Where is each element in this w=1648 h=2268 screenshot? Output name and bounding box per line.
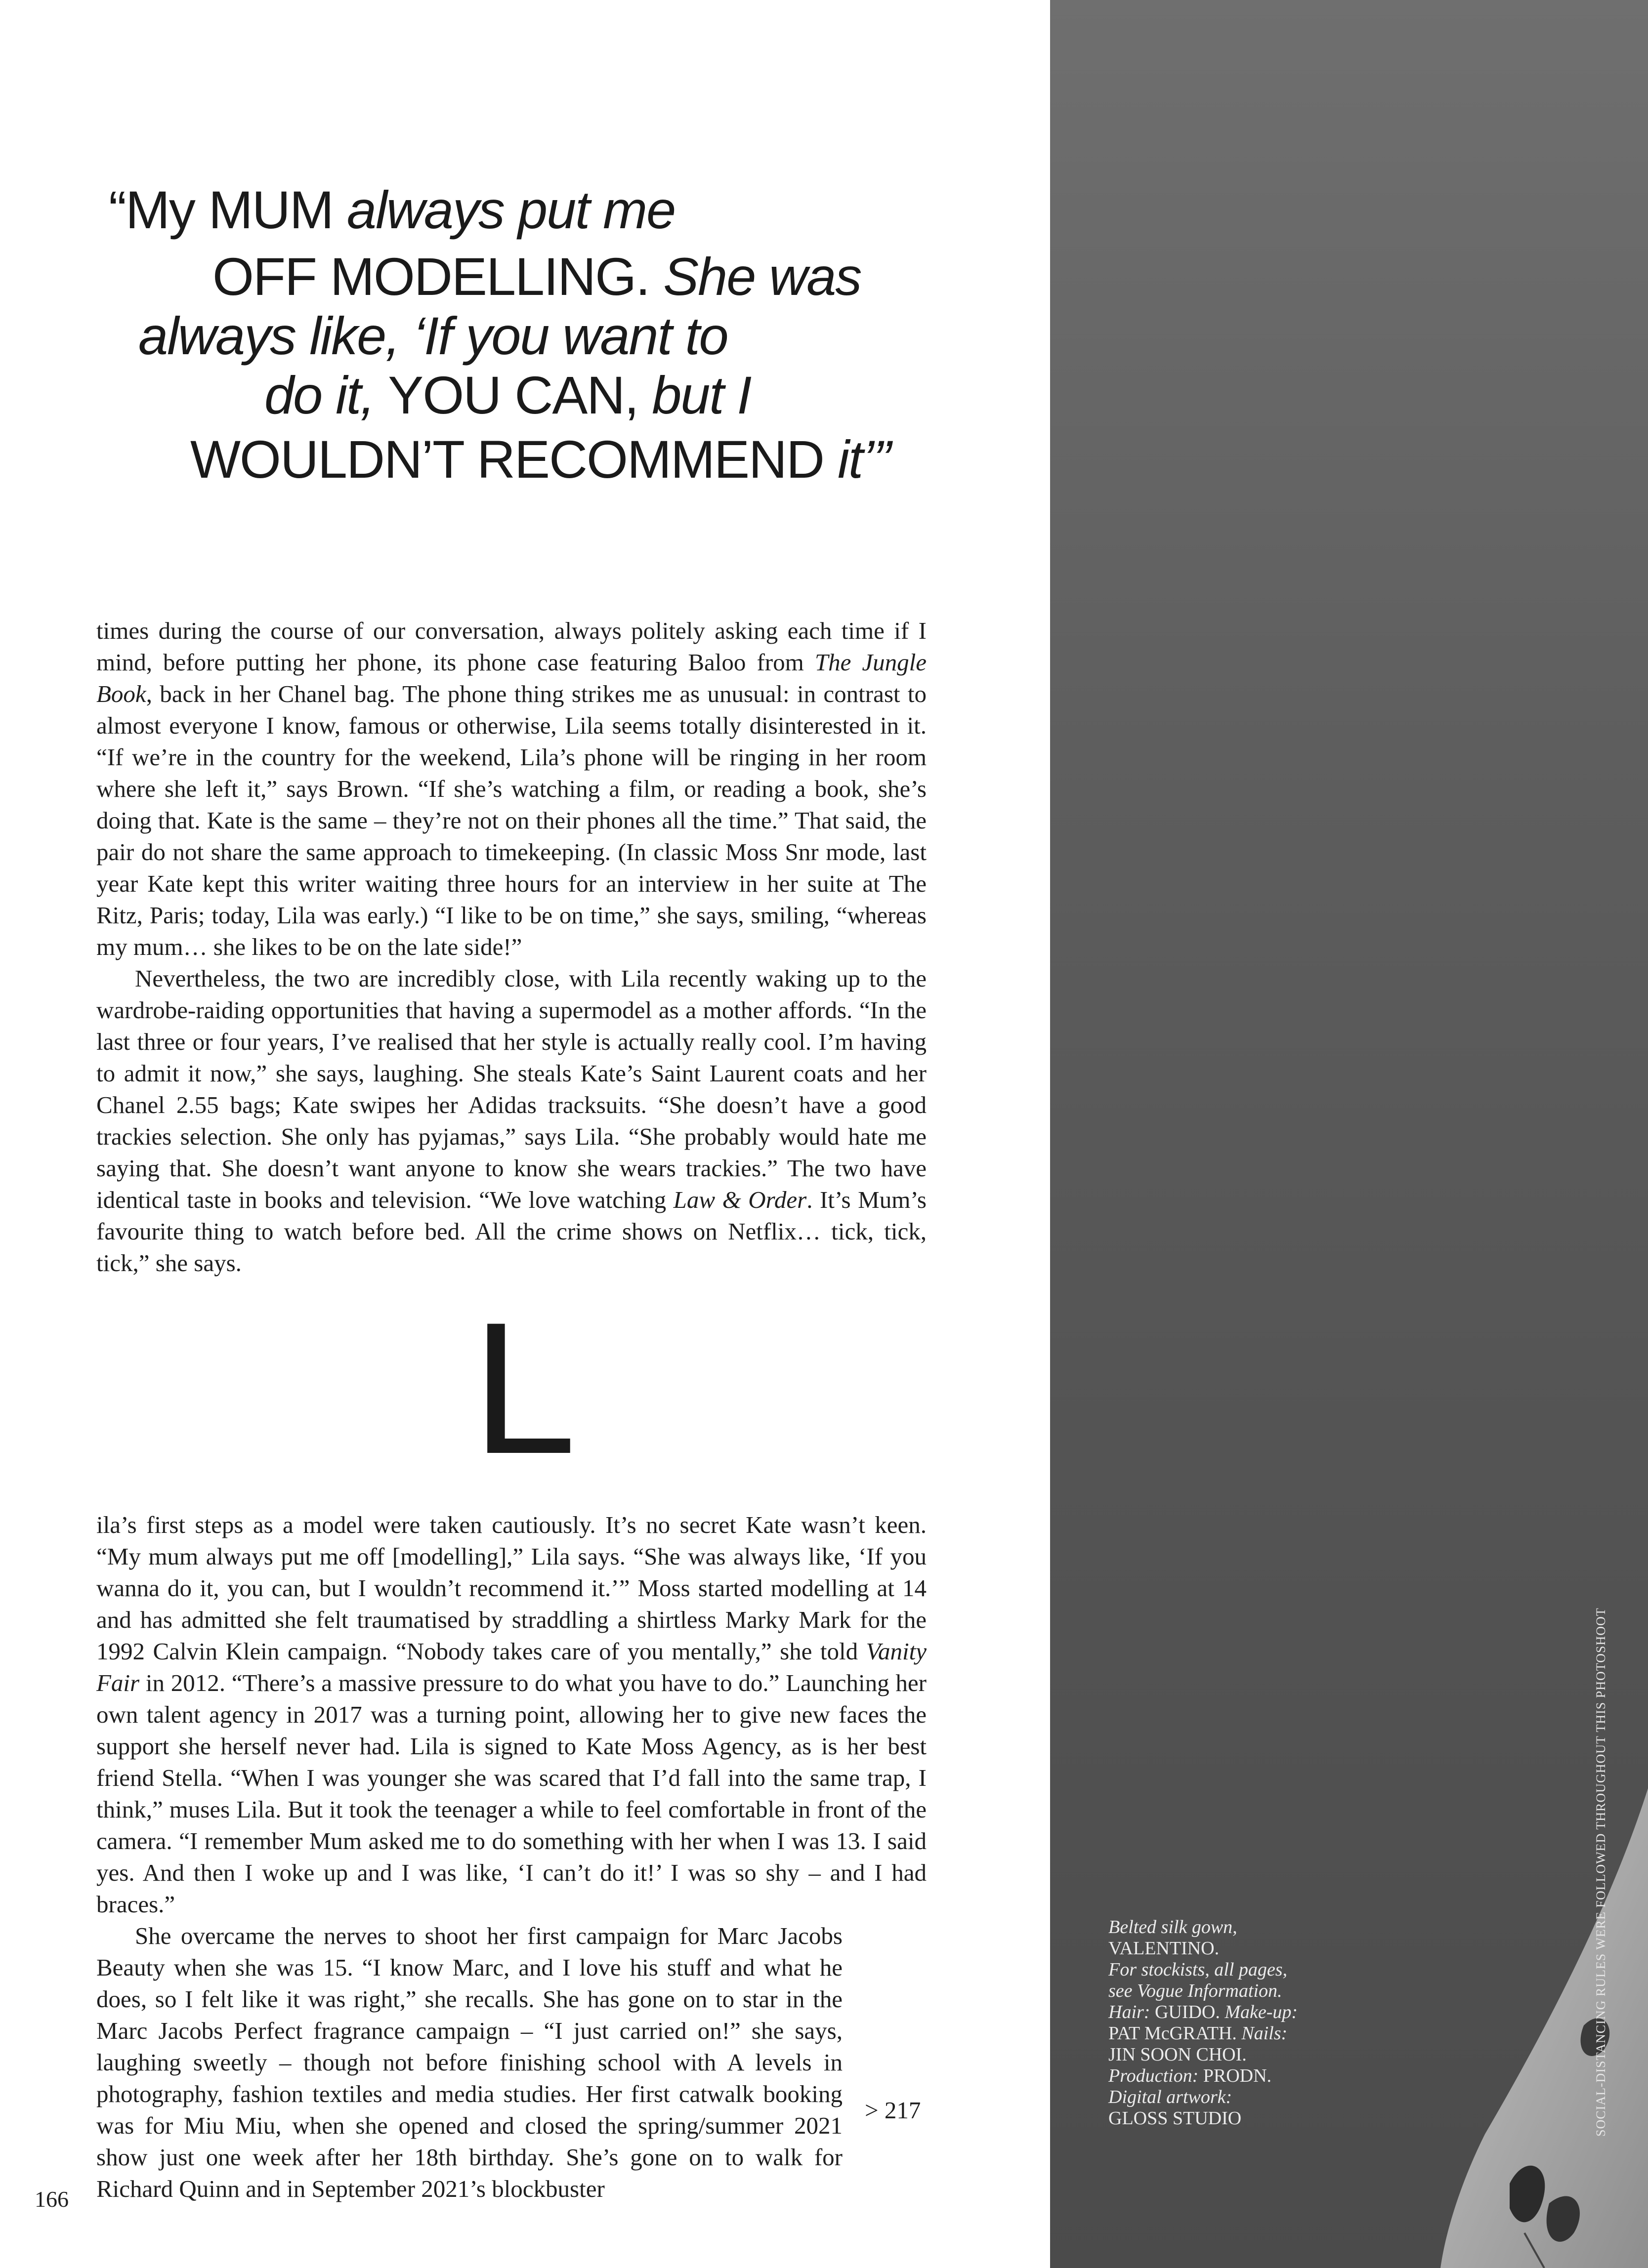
photo-credits [1108, 1917, 1365, 2129]
credit-line: VALENTINO. [1108, 1938, 1220, 1959]
pull-quote-line-3 [138, 306, 728, 366]
pull-quote-text-italic: She was [663, 247, 861, 306]
paragraph-text: times during the course of our conversation, always politely asking each time if I mind, before putting her phone, its phone case featuring Baloo from [96, 617, 927, 676]
credit-line: Belted silk gown, [1108, 1917, 1237, 1938]
credit-label: Nails: [1241, 2023, 1288, 2044]
credit-value: PRODN. [1203, 2065, 1272, 2086]
pull-quote-text-italic: always like, ‘If you want to [138, 306, 728, 366]
credit-line [1108, 2023, 1365, 2044]
paragraph [96, 615, 927, 963]
credit-value: PAT McGRATH. [1108, 2023, 1242, 2044]
pull-quote-text-italic: it’” [838, 429, 890, 489]
paragraph [96, 1920, 843, 2205]
drop-cap: L [472, 1283, 577, 1493]
credit-line: see Vogue Information. [1108, 1980, 1282, 2001]
pull-quote-text-italic: always put me [346, 180, 676, 240]
credit-label: Production: [1108, 2065, 1203, 2086]
pull-quote-text-italic: do it, [264, 365, 388, 425]
paragraph-text: Nevertheless, the two are incredibly close, with Lila recently waking up to the wardrobe-raiding opportunities that having a supermodel as a mother affords. “In the last three or four years, I’ve realised that her style is actually really cool. I’m having to admit it now,” she says, laughing. She steals Kate’s Saint Laurent coats and her Chanel 2.55 bags; Kate swipes her Adidas tracksuits. “She doesn’t have a good trackies selection. She only has pyjamas,” says Lila. “She probably would hate me saying that. She doesn’t want anyone to know she wears trackies.” The two have identical taste in books and television. “We love watching [96, 965, 927, 1213]
page-number: 166 [35, 2186, 69, 2212]
paragraph-text: , back in her Chanel bag. The phone thing strikes me as unusual: in contrast to almost everyone I know, famous or otherwise, Lila seems totally disinterested in it. “If we’re in the country for the weekend, Lila’s phone will be ringing in her room where she left it,” says Brown. “If she’s watching a film, or reading a book, she’s doing that. Kate is the same – they’re not on their phones all the time.” That said, the pair do not share the same approach to timekeeping. (In classic Moss Snr mode, last year Kate kept this writer waiting three hours for an interview in her suite at The Ritz, Paris; today, Lila was early.) “I like to be on time,” she says, smiling, “whereas my mum… she likes to be on the late side!” [96, 680, 927, 960]
paragraph-text: ila’s first steps as a model were taken cautiously. It’s no secret Kate wasn’t keen. “My mum always put me off [modelling],” Lila says. “She was always like, ‘If you wanna do it, you can, but I wouldn’t recommend it.’” Moss started modelling at 14 and has admitted she felt traumatised by straddling a shirtless Marky Mark for the 1992 Calvin Klein campaign. “Nobody takes care of you mentally,” she told [96, 1511, 927, 1665]
pull-quote-line-2 [212, 247, 861, 306]
pull-quote-text: OFF MODELLING. [212, 247, 664, 306]
pull-quote-text: WOULDN’T RECOMMEND [190, 429, 838, 489]
pull-quote-line-5 [190, 430, 890, 489]
credit-label: Make-up: [1225, 2002, 1298, 2022]
paragraph [96, 963, 927, 1279]
article-body-section-2 [96, 1509, 927, 2205]
credit-line: JIN SOON CHOI. [1108, 2044, 1247, 2065]
pull-quote-text: YOU CAN, [388, 365, 652, 425]
credit-value: GUIDO. [1154, 2002, 1225, 2022]
vertical-disclaimer: SOCIAL-DISTANCING RULES WERE FOLLOWED THROUGHOUT THIS PHOTOSHOOT [1594, 1608, 1608, 2137]
paragraph-text: . It’s Mum’s favourite thing to watch before bed. All the crime shows on Netflix… tick, tick, tick,” she says. [96, 1186, 927, 1277]
title-italic: Law & Order [673, 1186, 807, 1213]
paragraph [96, 1509, 927, 1920]
credit-line: For stockists, all pages, [1108, 1959, 1288, 1980]
credit-line: GLOSS STUDIO [1108, 2108, 1242, 2129]
paragraph-text: in 2012. “There’s a massive pressure to do what you have to do.” Launching her own talent agency in 2017 was a turning point, allowing her to give new faces the support she herself never had. Lila is signed to Kate Moss Agency, as is her best friend Stella. “When I was younger she was scared that I’d fall into the same trap, I think,” muses Lila. But it took the teenager a while to feel comfortable in front of the camera. “I remember Mum asked me to do something with her when I was 13. I said yes. And then I woke up and I was like, ‘I can’t do it!’ I was so shy – and I had braces.” [96, 1669, 927, 1918]
pull-quote-text: “My MUM [109, 180, 347, 240]
continued-marker: > 217 [865, 2097, 921, 2124]
pull-quote-line-1 [109, 180, 675, 240]
credit-line: Digital artwork: [1108, 2087, 1232, 2107]
title-italic: The Jungle Book [96, 649, 927, 707]
credit-line [1108, 2002, 1365, 2023]
credit-label: Hair: [1108, 2002, 1155, 2022]
pull-quote-text-italic: but I [652, 365, 751, 425]
title-italic: Vanity Fair [96, 1638, 927, 1696]
paragraph-text: She overcame the nerves to shoot her first campaign for Marc Jacobs Beauty when she was 15. “I know Marc, and I love his stuff and what he does, so I felt like it was right,” she recalls. She has gone on to star in the Marc Jacobs Perfect fragrance campaign – “I just carried on!” she says, laughing sweetly – though not before finishing school with A levels in photography, fashion textiles and media studies. Her first catwalk booking was for Miu Miu, when she opened and closed the spring/summer 2021 show just one week after her 18th birthday. She’s gone on to walk for Richard Quinn and in September 2021’s blockbuster [96, 1922, 843, 2202]
credit-line [1108, 2065, 1365, 2087]
pull-quote-line-4 [264, 366, 751, 425]
article-body-section-1 [96, 615, 927, 1279]
